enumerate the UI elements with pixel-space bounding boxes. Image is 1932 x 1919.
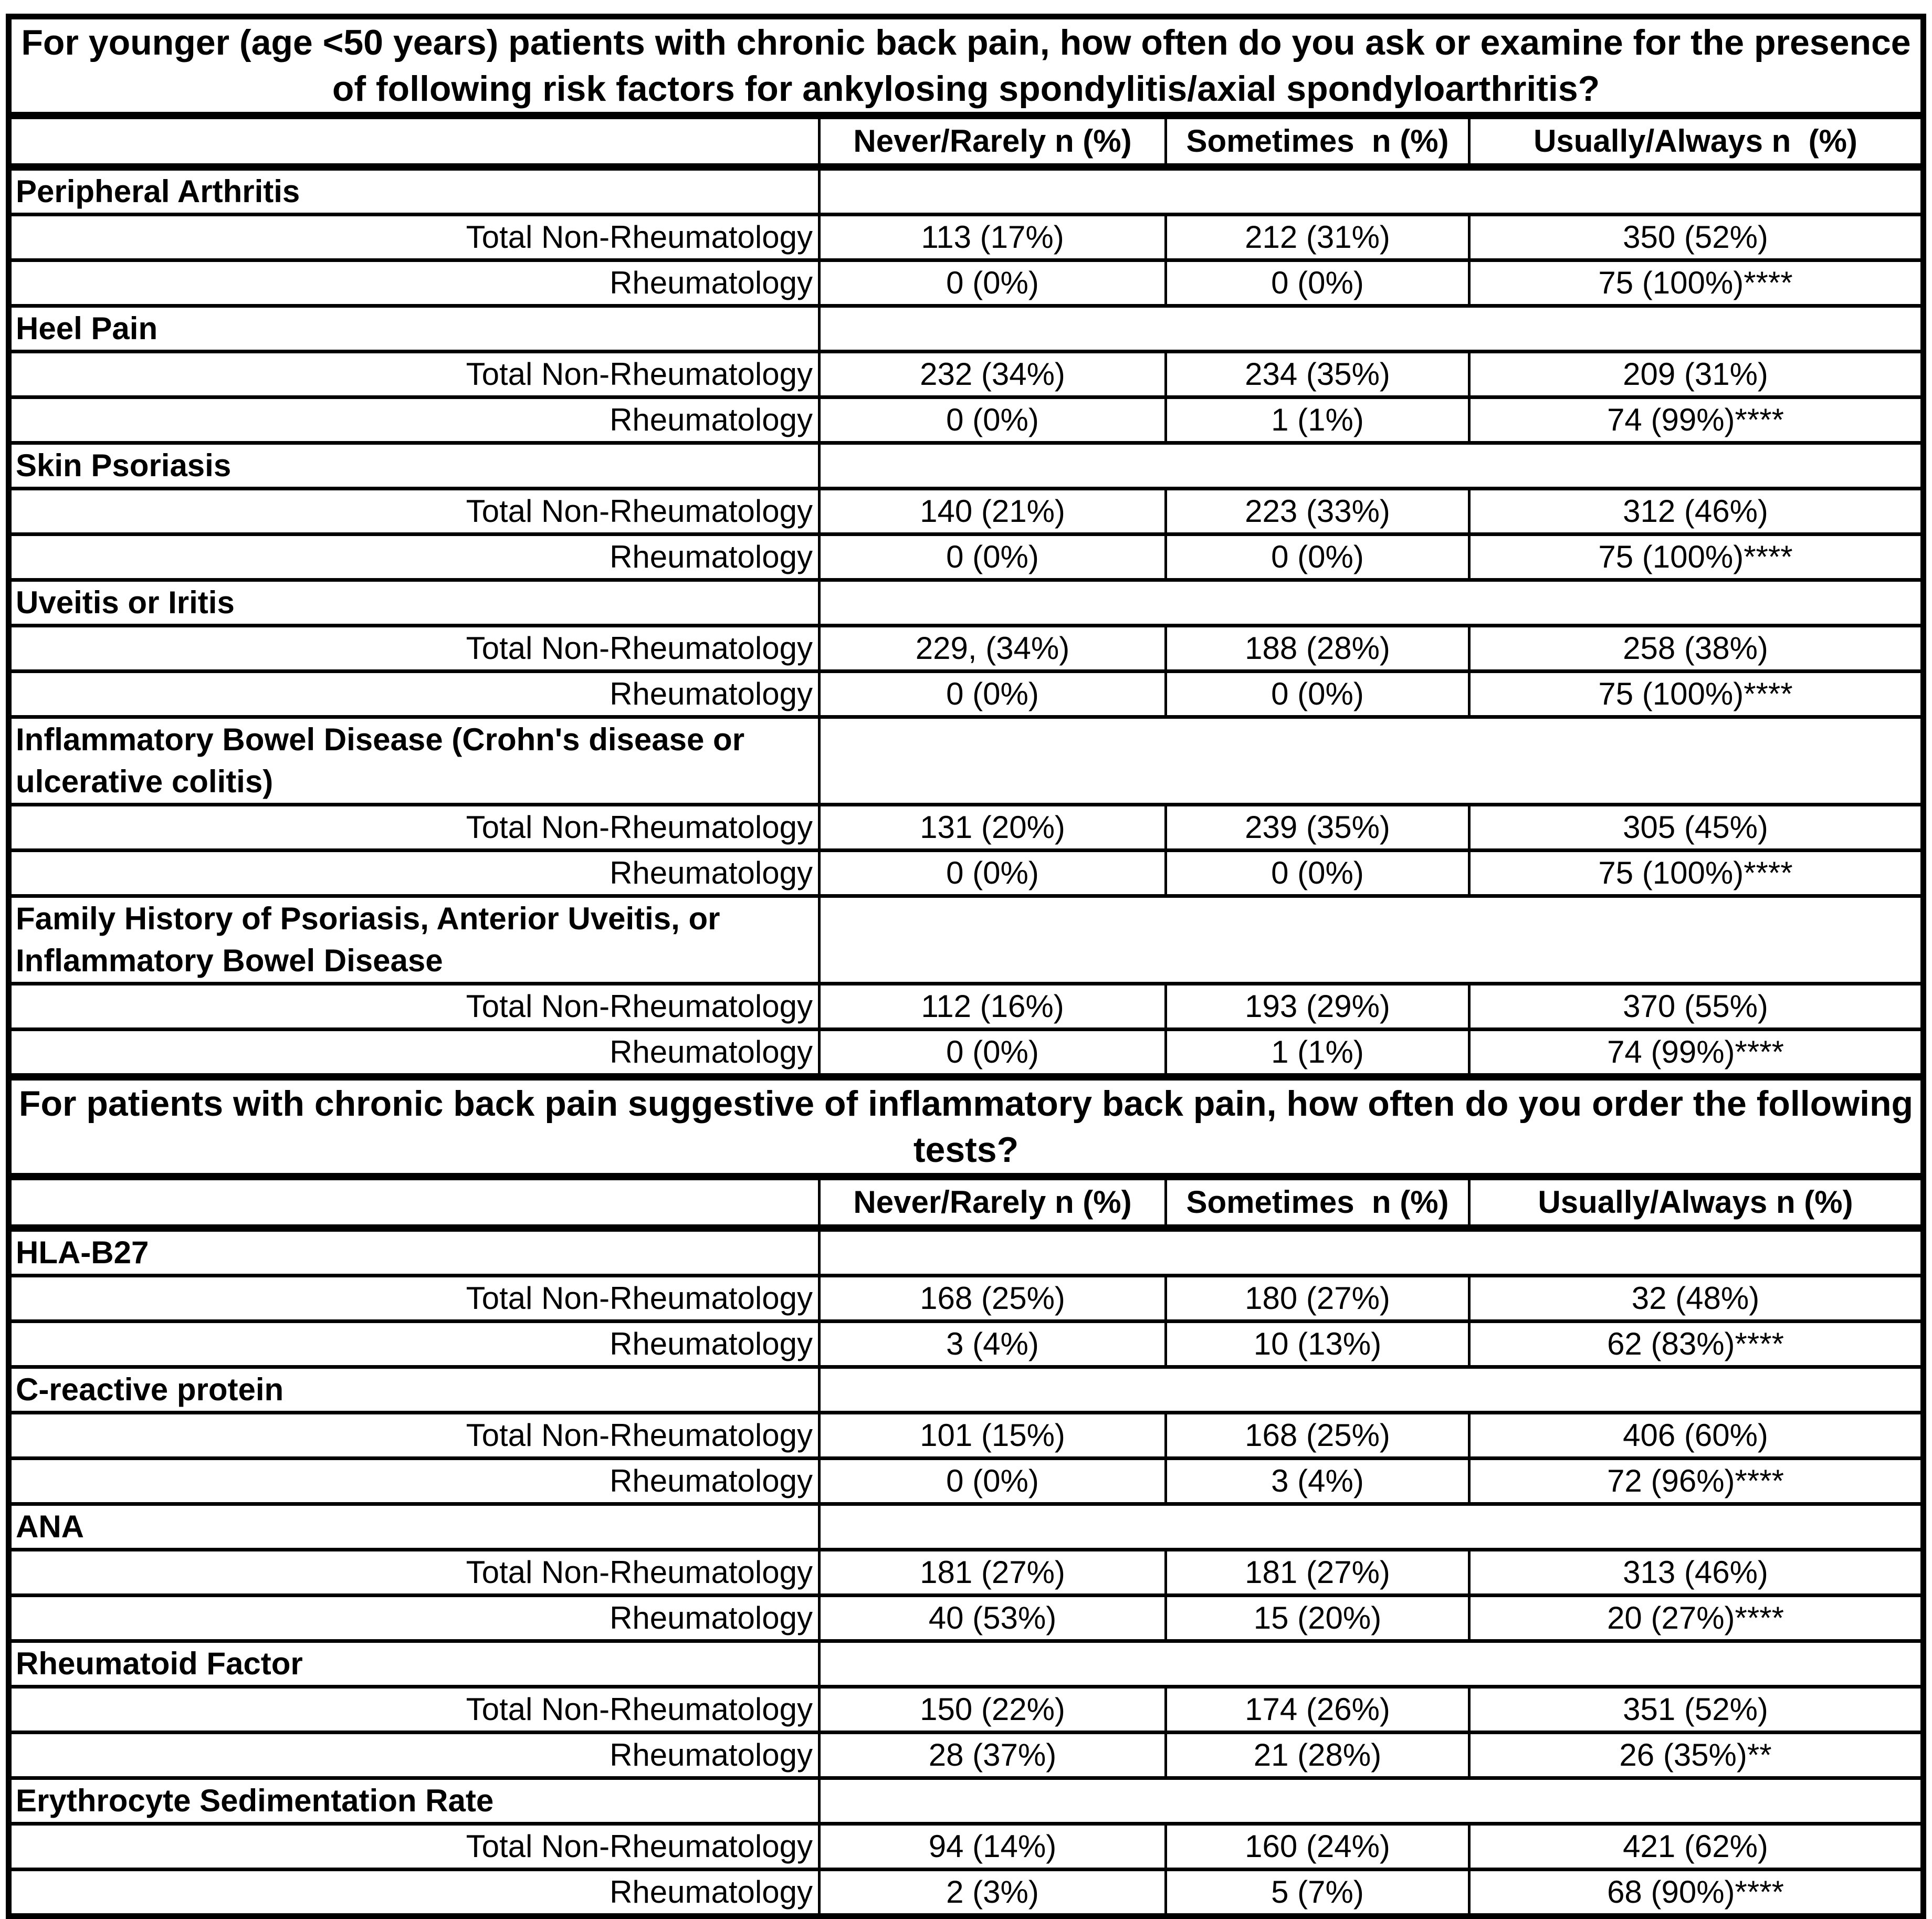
value-cell: 406 (60%) (1468, 1414, 1920, 1456)
value-cell: 72 (96%)**** (1468, 1460, 1920, 1502)
value-cell: 160 (24%) (1164, 1826, 1468, 1868)
value-cell: 181 (27%) (818, 1551, 1164, 1593)
row-label: Total Non-Rheumatology (466, 356, 813, 392)
category-row (12, 1776, 1920, 1822)
category-label: Rheumatoid Factor (16, 1646, 303, 1681)
row-label: Total Non-Rheumatology (466, 219, 813, 255)
table-row (12, 350, 1920, 395)
value-cell: 193 (29%) (1164, 985, 1468, 1027)
value-cell: 351 (52%) (1468, 1689, 1920, 1731)
section-rows-risk-factors (12, 163, 1920, 1073)
section-title-tests: For patients with chronic back pain suggestive of inflammatory back pain, how often do you order the following tests? (12, 1073, 1920, 1173)
value-cell: 168 (25%) (818, 1277, 1164, 1319)
category-row (12, 578, 1920, 624)
row-label: Total Non-Rheumatology (466, 631, 813, 666)
category-empty-cell (818, 171, 1920, 213)
table-row (12, 1548, 1920, 1593)
category-row (12, 441, 1920, 487)
row-label: Rheumatology (610, 1737, 813, 1773)
value-cell: 0 (0%) (818, 399, 1164, 441)
value-cell: 74 (99%)**** (1468, 399, 1920, 441)
table-row (12, 1274, 1920, 1319)
value-cell: 40 (53%) (818, 1597, 1164, 1639)
table-row (12, 1411, 1920, 1456)
value-cell: 101 (15%) (818, 1414, 1164, 1456)
value-cell: 0 (0%) (1164, 536, 1468, 578)
table-row (12, 1456, 1920, 1502)
value-cell: 421 (62%) (1468, 1826, 1920, 1868)
value-cell: 1 (1%) (1164, 399, 1468, 441)
row-label: Rheumatology (610, 676, 813, 711)
value-cell: 239 (35%) (1164, 806, 1468, 848)
value-cell: 0 (0%) (1164, 852, 1468, 894)
row-label: Rheumatology (610, 265, 813, 300)
table-row (12, 669, 1920, 715)
category-label: C-reactive protein (16, 1372, 284, 1407)
value-cell: 0 (0%) (818, 673, 1164, 715)
col-header-usually-always: Usually/Always n (%) (1468, 119, 1920, 163)
value-cell: 3 (4%) (1164, 1460, 1468, 1502)
category-label: Erythrocyte Sedimentation Rate (16, 1783, 494, 1818)
value-cell: 21 (28%) (1164, 1734, 1468, 1776)
category-row (12, 894, 1920, 982)
value-cell: 32 (48%) (1468, 1277, 1920, 1319)
header-empty-cell (12, 119, 818, 163)
value-cell: 174 (26%) (1164, 1689, 1468, 1731)
table-row (12, 1319, 1920, 1365)
category-label: Skin Psoriasis (16, 448, 232, 483)
value-cell: 180 (27%) (1164, 1277, 1468, 1319)
category-label: Uveitis or Iritis (16, 585, 235, 620)
table-row (12, 487, 1920, 532)
row-label: Rheumatology (610, 539, 813, 574)
value-cell: 168 (25%) (1164, 1414, 1468, 1456)
value-cell: 3 (4%) (818, 1323, 1164, 1365)
table-row (12, 258, 1920, 304)
category-row (12, 304, 1920, 350)
value-cell: 0 (0%) (1164, 673, 1468, 715)
value-cell: 150 (22%) (818, 1689, 1164, 1731)
row-label: Rheumatology (610, 1874, 813, 1910)
section-tests (12, 1073, 1920, 1913)
value-cell: 112 (16%) (818, 985, 1164, 1027)
row-label: Total Non-Rheumatology (466, 989, 813, 1024)
row-label: Total Non-Rheumatology (466, 1418, 813, 1453)
column-header-row (12, 112, 1920, 163)
category-empty-cell (818, 1780, 1920, 1822)
category-row (12, 1365, 1920, 1411)
value-cell: 313 (46%) (1468, 1551, 1920, 1593)
category-empty-cell (818, 898, 1920, 982)
value-cell: 312 (46%) (1468, 490, 1920, 532)
value-cell: 350 (52%) (1468, 216, 1920, 258)
row-label: Rheumatology (610, 1326, 813, 1361)
category-row (12, 163, 1920, 213)
value-cell: 258 (38%) (1468, 627, 1920, 669)
col-header-never-rarely: Never/Rarely n (%) (818, 1180, 1164, 1224)
col-header-usually-always: Usually/Always n (%) (1468, 1180, 1920, 1224)
category-empty-cell (818, 1369, 1920, 1411)
row-label: Rheumatology (610, 402, 813, 437)
row-label: Rheumatology (610, 1463, 813, 1498)
header-empty-cell (12, 1180, 818, 1224)
value-cell: 20 (27%)**** (1468, 1597, 1920, 1639)
value-cell: 75 (100%)**** (1468, 536, 1920, 578)
value-cell: 28 (37%) (818, 1734, 1164, 1776)
value-cell: 74 (99%)**** (1468, 1031, 1920, 1073)
value-cell: 0 (0%) (818, 1031, 1164, 1073)
value-cell: 188 (28%) (1164, 627, 1468, 669)
table-row (12, 1868, 1920, 1913)
category-row (12, 1224, 1920, 1274)
category-row (12, 1639, 1920, 1685)
category-label: Family History of Psoriasis, Anterior Uveitis, or Inflammatory Bowel Disease (16, 901, 720, 978)
table-row (12, 532, 1920, 578)
category-row (12, 1502, 1920, 1548)
section-risk-factors (12, 19, 1920, 1073)
value-cell: 94 (14%) (818, 1826, 1164, 1868)
value-cell: 1 (1%) (1164, 1031, 1468, 1073)
category-empty-cell (818, 445, 1920, 487)
table-row (12, 624, 1920, 669)
value-cell: 2 (3%) (818, 1871, 1164, 1913)
value-cell: 75 (100%)**** (1468, 673, 1920, 715)
category-empty-cell (818, 1506, 1920, 1548)
category-empty-cell (818, 308, 1920, 350)
value-cell: 5 (7%) (1164, 1871, 1468, 1913)
section-rows-tests (12, 1224, 1920, 1913)
row-label: Rheumatology (610, 1034, 813, 1069)
row-label: Total Non-Rheumatology (466, 1829, 813, 1864)
section-title-risk-factors: For younger (age <50 years) patients with chronic back pain, how often do you ask or examine for the presence of following risk factors for ankylosing spondylitis/axial spondyloarthritis? (21, 23, 1911, 109)
row-label: Total Non-Rheumatology (466, 1692, 813, 1727)
category-label: ANA (16, 1509, 84, 1544)
column-header-row (12, 1173, 1920, 1224)
row-label: Total Non-Rheumatology (466, 810, 813, 845)
value-cell: 229, (34%) (818, 627, 1164, 669)
value-cell: 15 (20%) (1164, 1597, 1468, 1639)
table-row (12, 395, 1920, 441)
value-cell: 75 (100%)**** (1468, 262, 1920, 304)
category-empty-cell (818, 582, 1920, 624)
table-row (12, 1027, 1920, 1073)
category-label: HLA-B27 (16, 1235, 149, 1270)
row-label: Rheumatology (610, 1600, 813, 1635)
col-header-sometimes: Sometimes n (%) (1164, 1180, 1468, 1224)
table-row (12, 848, 1920, 894)
value-cell: 0 (0%) (818, 1460, 1164, 1502)
value-cell: 62 (83%)**** (1468, 1323, 1920, 1365)
table-row (12, 213, 1920, 258)
category-empty-cell (818, 1643, 1920, 1685)
value-cell: 370 (55%) (1468, 985, 1920, 1027)
row-label: Total Non-Rheumatology (466, 1555, 813, 1590)
col-header-never-rarely: Never/Rarely n (%) (818, 119, 1164, 163)
table-row (12, 982, 1920, 1027)
value-cell: 223 (33%) (1164, 490, 1468, 532)
row-label: Total Non-Rheumatology (466, 494, 813, 529)
category-row (12, 715, 1920, 803)
value-cell: 209 (31%) (1468, 353, 1920, 395)
category-label: Heel Pain (16, 311, 158, 346)
survey-results-table (6, 14, 1926, 1919)
table-row (12, 1685, 1920, 1731)
value-cell: 0 (0%) (818, 536, 1164, 578)
category-label: Peripheral Arthritis (16, 174, 300, 209)
value-cell: 0 (0%) (818, 852, 1164, 894)
table-row (12, 803, 1920, 848)
category-empty-cell (818, 1232, 1920, 1274)
value-cell: 140 (21%) (818, 490, 1164, 532)
col-header-sometimes: Sometimes n (%) (1164, 119, 1468, 163)
value-cell: 232 (34%) (818, 353, 1164, 395)
table-row (12, 1593, 1920, 1639)
value-cell: 26 (35%)** (1468, 1734, 1920, 1776)
value-cell: 181 (27%) (1164, 1551, 1468, 1593)
row-label: Rheumatology (610, 855, 813, 890)
value-cell: 131 (20%) (818, 806, 1164, 848)
table-row (12, 1822, 1920, 1868)
value-cell: 212 (31%) (1164, 216, 1468, 258)
value-cell: 234 (35%) (1164, 353, 1468, 395)
value-cell: 305 (45%) (1468, 806, 1920, 848)
value-cell: 113 (17%) (818, 216, 1164, 258)
value-cell: 10 (13%) (1164, 1323, 1468, 1365)
value-cell: 68 (90%)**** (1468, 1871, 1920, 1913)
row-label: Total Non-Rheumatology (466, 1281, 813, 1316)
category-empty-cell (818, 719, 1920, 803)
category-label: Inflammatory Bowel Disease (Crohn's disease or ulcerative colitis) (16, 722, 745, 799)
table-row (12, 1731, 1920, 1776)
value-cell: 0 (0%) (818, 262, 1164, 304)
value-cell: 0 (0%) (1164, 262, 1468, 304)
value-cell: 75 (100%)**** (1468, 852, 1920, 894)
